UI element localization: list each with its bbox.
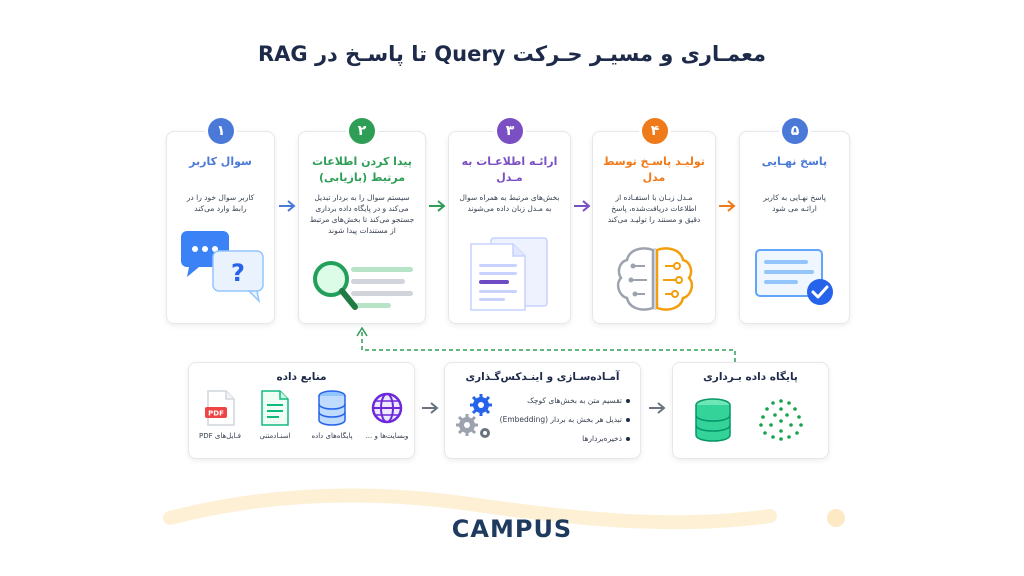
step-card-2	[298, 123, 426, 324]
step-desc-5: پاسخ نهـایی به کاربر ارائـه می‌ شود	[763, 193, 826, 213]
arrow-step4-to-5	[718, 200, 736, 212]
prep-bullet-3-text: ذخیره‌بردارها	[582, 434, 622, 443]
step-title-3: ارائـه اطلاعـات به مـدل	[461, 155, 558, 184]
prep-bullet-2	[500, 415, 630, 424]
step-card-1	[166, 123, 275, 324]
step-desc-3: بخش‌های مرتبط به همراه سوال به مـدل زبان داده می‌شوند	[459, 193, 560, 213]
step-desc-2: سیستم سوال را به بردار تبدیل می‌کند و در پایگاه داده برداری جستجو می‌کند تا بخش‌های مرتبط از مستندات پیدا شوند	[309, 193, 415, 235]
arrow-step2-to-3	[428, 200, 446, 212]
page-title: معمـاری و مسیـر حـرکت Query تا پاسـخ در RAG	[257, 42, 767, 66]
pdf-file-icon	[204, 389, 236, 427]
database-icon	[316, 389, 348, 427]
source-label-databases: پایگاه‌های داده	[311, 432, 353, 440]
campus-logo-text: CAMPUS	[452, 515, 572, 543]
globe-icon	[370, 391, 404, 425]
data-sources-title: منابع داده	[276, 371, 327, 383]
step-number-5: ۵	[782, 118, 808, 144]
step-title-5: پاسخ نهـایی	[761, 155, 828, 168]
step-card-4	[592, 123, 716, 324]
prep-indexing-title: آمـاده‌سـازی و اینـدکس‌گـذاری	[465, 371, 620, 383]
step-number-1: ۱	[208, 118, 234, 144]
pdf-badge-text: PDF	[208, 409, 224, 418]
step-number-2: ۲	[349, 118, 375, 144]
dashed-retrieval-connector	[350, 326, 740, 366]
vector-dots-icon	[755, 397, 807, 443]
source-label-websites: وبسایت‌ها و ...	[365, 432, 409, 440]
brain-circuit-icon	[613, 244, 697, 316]
source-label-pdf-files: فـایل‌های PDF	[199, 432, 241, 440]
step-number-4: ۴	[642, 118, 668, 144]
prep-bullet-1-text: تقسیم متن به بخش‌های کوچک	[527, 396, 622, 405]
magnifier-search-icon	[307, 255, 419, 315]
chat-bubbles-icon	[179, 229, 265, 304]
arrow-step3-to-4	[573, 200, 591, 212]
step-desc-4: مـدل زبـان با استفـاده از اطلاعات دریافت‌شده، پاسخ دقیق و مستند را تولیـد می‌کند	[607, 193, 701, 224]
text-document-icon	[260, 389, 290, 427]
prep-bullet-3	[582, 434, 630, 443]
step-card-5	[739, 123, 850, 324]
arrow-prep-to-vectordb	[648, 402, 666, 414]
step-number-3: ۳	[497, 118, 523, 144]
prep-indexing-box	[444, 362, 641, 459]
prep-bullet-1	[527, 396, 630, 405]
documents-icon	[467, 234, 555, 312]
step-title-2: پیدا کردن اطلاعات مرتبط (بازیابی)	[312, 155, 412, 184]
prep-bullet-2-text: تبدیل هر بخش به بردار (Embedding)	[499, 415, 622, 424]
step-desc-1: کاربر سوال خود را در رابط وارد می‌کند	[186, 193, 255, 213]
green-database-icon	[693, 397, 733, 443]
campus-logo	[452, 512, 572, 544]
vector-db-box	[672, 362, 829, 459]
data-sources-box	[188, 362, 415, 459]
gears-icon	[453, 393, 495, 443]
arrow-sources-to-prep	[421, 402, 439, 414]
svg-text:?: ?	[231, 259, 245, 287]
step-title-1: سوال کاربر	[189, 155, 252, 168]
source-label-text-docs: اسنـادمتنی	[259, 432, 291, 440]
step-title-4: تولیـد پاسـخ توسط مدل	[603, 155, 705, 184]
vector-db-title: پایگاه داده بـرداری	[703, 371, 798, 383]
answer-check-icon	[754, 246, 836, 308]
arrow-step1-to-2	[278, 200, 296, 212]
step-card-3	[448, 123, 571, 324]
